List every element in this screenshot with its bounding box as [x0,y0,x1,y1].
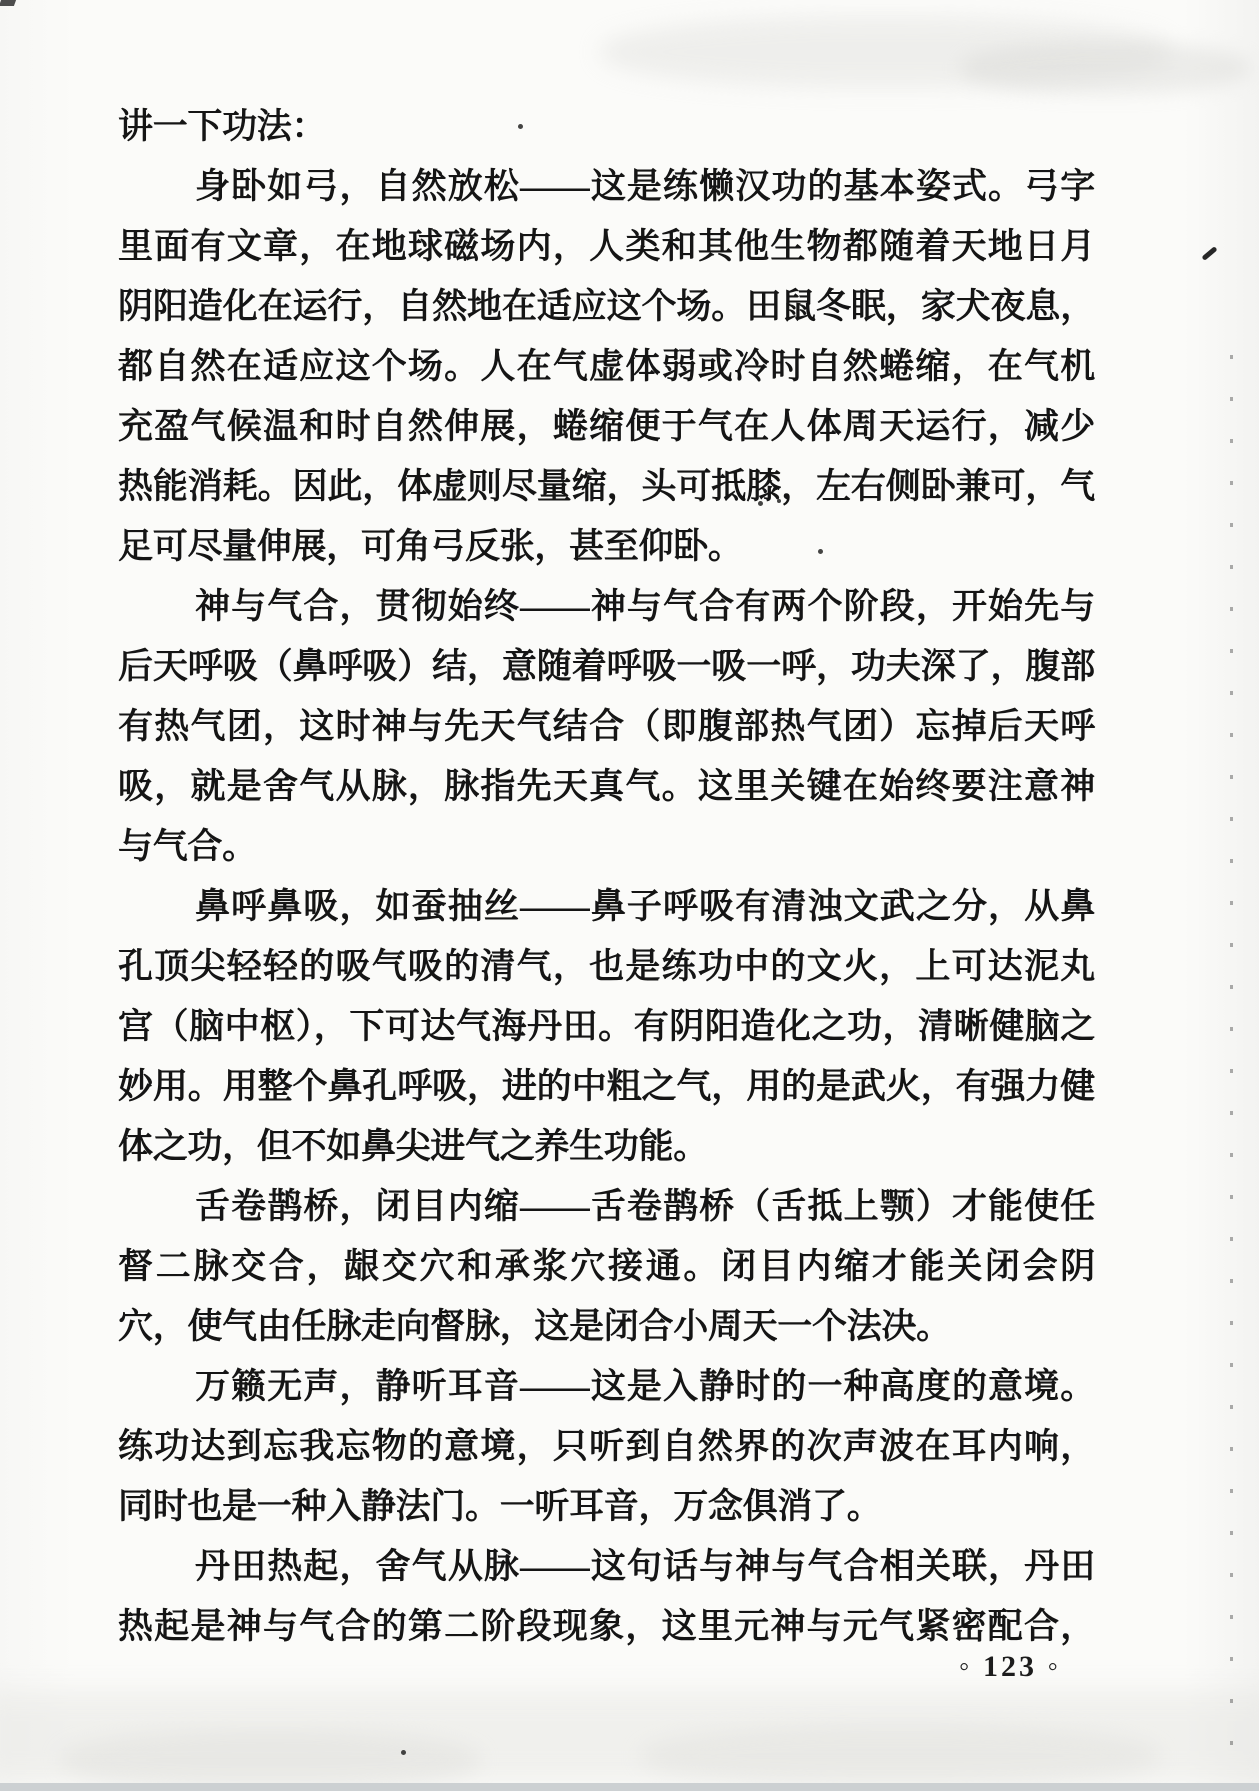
text-line: 足可尽量伸展，可角弓反张，甚至仰卧。 [118,527,743,566]
text-line: 舌卷鹊桥，闭目内缩——舌卷鹊桥（舌抵上颚）才能使任 [195,1187,1095,1226]
paper-smudge-bottom-left [60,1730,480,1790]
text-line: 丹田热起，舍气从脉——这句话与神与气合相关联，丹田 [195,1547,1095,1586]
text-line: 同时也是一种入静法门。一听耳音，万念俱消了。 [118,1487,882,1526]
text-line: 讲一下功法： [118,107,327,146]
text-line: 体之功，但不如鼻尖进气之养生功能。 [118,1127,708,1166]
text-line: 有热气团，这时神与先天气结合（即腹部热气团）忘掉后天呼 [118,707,1095,746]
text-line: 孔顶尖轻轻的吸气吸的清气，也是练功中的文火，上可达泥丸 [118,947,1095,986]
text-line: 都自然在适应这个场。人在气虚体弱或冷时自然蜷缩，在气机 [118,347,1095,386]
text-line: 练功达到忘我忘物的意境，只听到自然界的次声波在耳内响， [118,1427,1095,1466]
page-number: ◦ 123 ◦ [958,1650,1062,1683]
text-line: 督二脉交合，龈交穴和承浆穴接通。闭目内缩才能关闭会阴 [118,1247,1095,1286]
text-line: 宫（脑中枢），下可达气海丹田。有阴阳造化之功，清晰健脑之 [118,1007,1095,1046]
text-line: 神与气合，贯彻始终——神与气合有两个阶段，开始先与 [195,587,1095,626]
paper-smudge-top-right [600,16,1170,88]
text-line: 热能消耗。因此，体虚则尽量缩，头可抵膝，左右侧卧兼可，气 [118,467,1095,506]
text-line: 穴，使气由任脉走向督脉，这是闭合小周天一个法决。 [118,1307,951,1346]
page-edge-dotted-line [1230,355,1233,1775]
text-line: 鼻呼鼻吸，如蚕抽丝——鼻子呼吸有清浊文武之分，从鼻 [195,887,1095,926]
scan-edge-bar [0,1783,1259,1791]
text-line: 妙用。用整个鼻孔呼吸，进的中粗之气，用的是武火，有强力健 [118,1067,1095,1106]
paper-smudge-bottom-right [640,1725,1160,1787]
paper-smudge-top-right-2 [960,42,1250,94]
text-line: 万籁无声，静听耳音——这是入静时的一种高度的意境。 [195,1367,1095,1406]
paper-smudge-bottom [0,1690,1259,1782]
text-line: 充盈气候温和时自然伸展，蜷缩便于气在人体周天运行，减少 [118,407,1095,446]
body-text [118,97,1095,1657]
ink-speck-slash [1201,246,1217,261]
corner-ink-mark [0,0,16,6]
text-line: 身卧如弓，自然放松——这是练懒汉功的基本姿式。弓字 [195,167,1095,206]
ink-speck [401,1750,406,1755]
text-line: 阴阳造化在运行，自然地在适应这个场。田鼠冬眠，家犬夜息， [118,287,1095,326]
text-line: 热起是神与气合的第二阶段现象，这里元神与元气紧密配合， [118,1607,1095,1646]
text-line: 里面有文章，在地球磁场内，人类和其他生物都随着天地日月 [118,227,1095,266]
text-line: 后天呼吸（鼻呼吸）结，意随着呼吸一吸一呼，功夫深了，腹部 [118,647,1095,686]
text-line: 与气合。 [118,827,257,866]
text-line: 吸，就是舍气从脉，脉指先天真气。这里关键在始终要注意神 [118,767,1095,806]
